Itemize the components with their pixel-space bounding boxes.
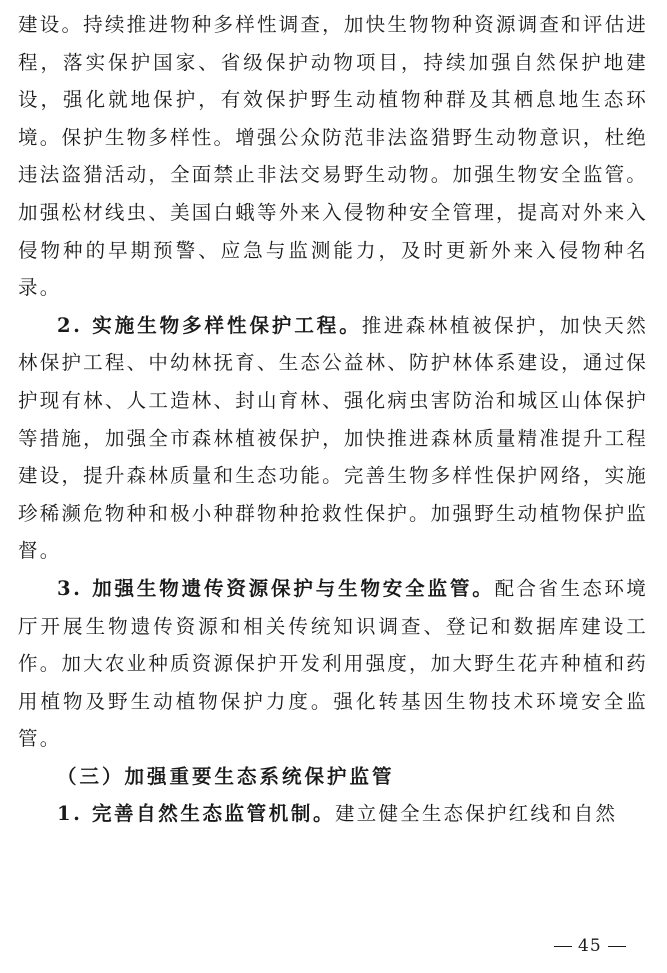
paragraph-2-text: 推进森林植被保护，加快天然林保护工程、中幼林抚育、生态公益林、防护林体系建设，通过保护现有林、人工造林、封山育林、强化病虫害防治和城区山体保护等措施，加强全市森林植被保护，加快推进森林质量精准提升工程建设，提升森林质量和生态功能。完善生物多样性保护网络，实施珍稀濒危物种和极小种群物种抢救性保护。加强野生动植物保护监督。	[18, 313, 648, 563]
section-heading: （三）加强重要生态系统保护监管	[57, 764, 395, 788]
paragraph-3-lead: 3. 加强生物遗传资源保护与生物安全监管。	[57, 576, 495, 600]
paragraph-2	[18, 307, 648, 570]
page-footer	[548, 936, 632, 956]
paragraph-2-lead: 2. 实施生物多样性保护工程。	[57, 313, 362, 337]
paragraph-3	[18, 570, 648, 758]
paragraph-1-text: 建设。持续推进物种多样性调查，加快生物物种资源调查和评估进程，落实保护国家、省级保护动物项目，持续加强自然保护地建设，强化就地保护，有效保护野生动植物种群及其栖息地生态环境。保护生物多样性。增强公众防范非法盗猎野生动物意识，杜绝违法盗猎活动，全面禁止非法交易野生动物。加强生物安全监管。加强松材线虫、美国白蛾等外来入侵物种安全管理，提高对外来入侵物种的早期预警、应急与监测能力，及时更新外来入侵物种名录。	[18, 13, 648, 300]
footer-dash-left	[554, 946, 572, 947]
document-page	[18, 6, 648, 833]
paragraph-4	[18, 795, 648, 833]
footer-dash-right	[608, 946, 626, 947]
page-number: 45	[578, 936, 602, 956]
paragraph-3-text: 配合省生态环境厅开展生物遗传资源和相关传统知识调查、登记和数据库建设工作。加大农业种质资源保护开发利用强度，加大野生花卉种植和药用植物及野生动植物保护力度。强化转基因生物技术环境安全监管。	[18, 576, 649, 751]
paragraph-1	[18, 6, 648, 307]
paragraph-4-lead: 1. 完善自然生态监管机制。	[57, 802, 336, 826]
paragraph-4-text: 建立健全生态保护红线和自然	[335, 802, 618, 826]
